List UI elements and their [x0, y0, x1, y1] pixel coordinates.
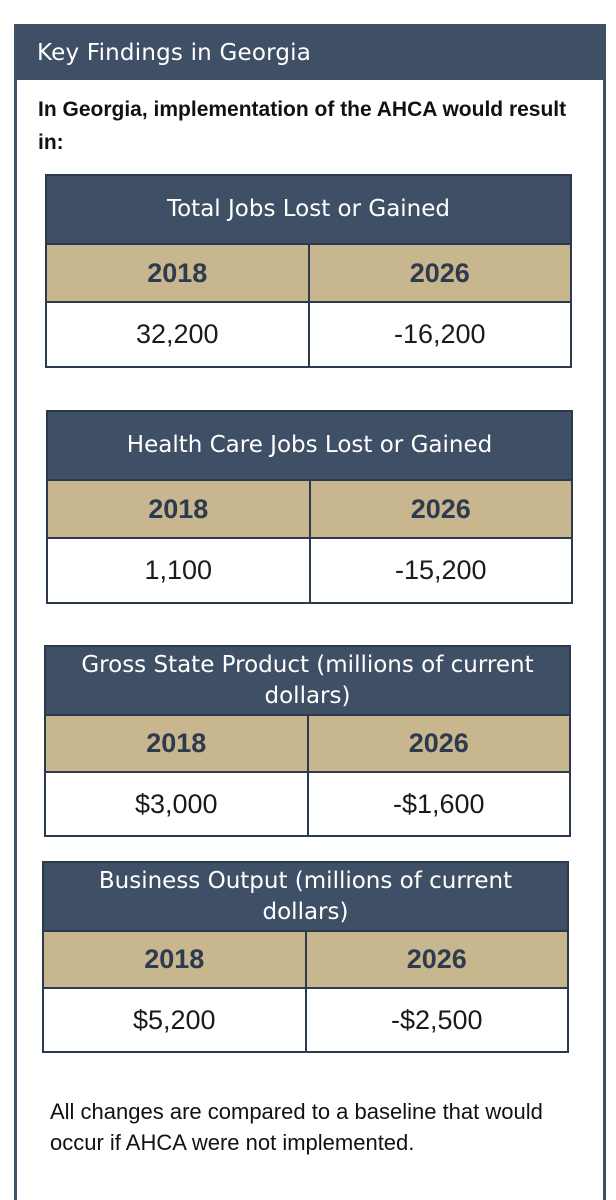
gross-state-product-table	[44, 645, 571, 837]
table-title: Health Care Jobs Lost or Gained	[48, 412, 571, 479]
value-2026: -16,200	[308, 303, 571, 366]
baseline-footnote: All changes are compared to a baseline that would occur if AHCA were not implemented.	[50, 1099, 543, 1155]
value-2026: -$1,600	[307, 773, 570, 835]
value-2018: 1,100	[144, 555, 213, 585]
value-2018: $3,000	[134, 788, 218, 819]
value-row	[48, 537, 571, 602]
year-2018-header: 2018	[147, 257, 208, 288]
value-2018: 32,200	[135, 319, 219, 349]
year-2018-header: 2018	[148, 493, 209, 524]
year-2026-header: 2026	[308, 245, 571, 301]
business-output-table	[42, 861, 569, 1053]
total-jobs-table	[45, 174, 572, 368]
year-header-row	[48, 479, 571, 537]
year-2018-header: 2018	[146, 728, 207, 758]
year-header-row	[46, 714, 569, 771]
value-2026: -15,200	[309, 539, 572, 602]
year-2026-header: 2026	[309, 481, 572, 537]
health-care-jobs-table	[46, 410, 573, 604]
year-2026-header: 2026	[307, 716, 570, 771]
table-title: Gross State Product (millions of current dollars)	[46, 647, 569, 714]
value-2026: -$2,500	[305, 989, 568, 1051]
intro-text: In Georgia, implementation of the AHCA would result in:	[38, 98, 567, 154]
value-row	[46, 771, 569, 835]
value-row	[47, 301, 570, 366]
table-title: Business Output (millions of current dollars)	[44, 863, 567, 930]
year-header-row	[47, 243, 570, 301]
year-2026-header: 2026	[305, 932, 568, 987]
year-2018-header: 2018	[144, 944, 205, 974]
panel-title: Key Findings in Georgia	[17, 27, 603, 80]
table-title: Total Jobs Lost or Gained	[47, 176, 570, 243]
value-2018: $5,200	[132, 1004, 216, 1035]
year-header-row	[44, 930, 567, 987]
value-row	[44, 987, 567, 1051]
